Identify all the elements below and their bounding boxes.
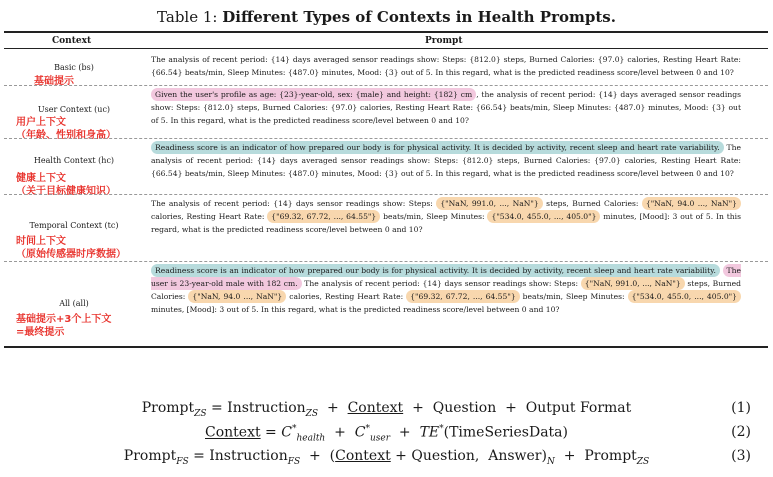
highlight-pink: The user is 23-year-old male with 182 cm. xyxy=(151,266,741,288)
highlight-green: Readiness score is an indicator of how prepared our body is for physical activity. It is decided by activity, recent sleep and heart rate variability. xyxy=(151,141,724,154)
prompt-text: steps, Burned Calories: xyxy=(151,279,741,301)
caption-title: Different Types of Contexts in Health Prompts. xyxy=(222,8,616,26)
highlight-green: Readiness score is an indicator of how prepared our body is for physical activity. It is decided by activity, recent sleep and heart rate variability. xyxy=(151,264,720,277)
equation-3-body: Prompt$_{FS}$ = Instruction$_{FS}$ + (Context + Question, $Answer)_N$ + Prompt$_{ZS}$ xyxy=(123,448,650,467)
prompt-text: The analysis of recent period: {14} days averaged sensor readings show: Steps: {812.0} steps, Burned Calories: {97.0} calories, Resting Heart Rate: {66.54} beats/min, Sleep Minutes: {487.0} minutes, Mood: {3} out of 5. In this regard, what is the predicted readiness score/level between 0 and 10? xyxy=(151,143,741,178)
prompt-text: The analysis of recent period: {14} days averaged sensor readings show: Steps: {812.0} steps, Burned Calories: {97.0} calories, Resting Heart Rate: {66.54} beats/min, Sleep Minutes: {487.0} minutes, Mood: {3} out of 5. In this regard, what is the predicted readiness score/level between 0 and 10? xyxy=(151,55,741,77)
prompt-text: steps, Burned Calories: xyxy=(542,199,642,208)
equation-2-number: (2) xyxy=(731,424,751,440)
note-line: 健康上下文 xyxy=(16,173,66,184)
prompt-user xyxy=(151,88,741,127)
table-caption xyxy=(0,8,773,26)
highlight-orange: {"69.32, 67.72, ..., 64.55"} xyxy=(267,210,380,223)
note-line: 用户上下文 xyxy=(16,117,66,128)
equation-1-number: (1) xyxy=(731,400,751,416)
prompt-health xyxy=(151,141,741,180)
prompt-basic xyxy=(151,53,741,79)
note-line: 时间上下文 xyxy=(16,236,66,247)
note-line: 基础提示 xyxy=(34,76,74,87)
equation-3-number: (3) xyxy=(731,448,751,464)
context-health: Health Context (hc) xyxy=(33,156,115,165)
bottom-rule xyxy=(4,346,768,348)
context-all: All (all) xyxy=(59,299,89,308)
top-rule xyxy=(4,31,768,33)
prompt-text: beats/min, Sleep Minutes: xyxy=(380,212,488,221)
prompt-text: calories, Resting Heart Rate: xyxy=(286,292,407,301)
note-all xyxy=(16,313,111,339)
note-line: （年龄、性别和身高） xyxy=(16,130,116,141)
context-user: User Context (uc) xyxy=(37,105,111,114)
highlight-pink: Given the user's profile as age: {23}-year-old, sex: {male} and height: {182} cm xyxy=(151,88,476,101)
caption-prefix: Table 1: xyxy=(157,8,223,26)
row-divider xyxy=(4,138,768,139)
header-rule xyxy=(4,48,768,49)
header-context: Context xyxy=(52,36,92,46)
highlight-orange: {"69.32, 67.72, ..., 64.55"} xyxy=(406,290,519,303)
prompt-text: The analysis of recent period: {14} days sensor readings show: Steps: xyxy=(151,199,437,208)
row-divider xyxy=(4,261,768,262)
highlight-orange: {"NaN, 991.0, ..., NaN"} xyxy=(436,197,542,210)
prompt-text: beats/min, Sleep Minutes: xyxy=(519,292,628,301)
prompt-text: calories, Resting Heart Rate: xyxy=(151,212,268,221)
highlight-orange: {"NaN, 94.0 ..., NaN"} xyxy=(642,197,741,210)
equation-2-body: Context = $C^*_{health} + C^*_{user}$ + TE*(TimeSeriesData) xyxy=(205,424,568,444)
prompt-text: minutes, [Mood]: 3 out of 5. In this regard, what is the predicted readiness score/level between 0 and 10? xyxy=(151,212,741,234)
highlight-orange: {"NaN, 991.0, ..., NaN"} xyxy=(581,277,685,290)
prompt-text: , the analysis of recent period: {14} days averaged sensor readings show: Steps: {812.0} steps, Burned Calories: {97.0} calories, Resting Heart Rate: {66.54} beats/min, Sleep Minutes: {487.0} minutes, Mood: {3} out of 5. In this regard, what is the predicted readiness score/level between 0 and 10? xyxy=(151,90,741,125)
prompt-text: The analysis of recent period: {14} days sensor readings show: Steps: xyxy=(301,279,581,288)
note-temporal xyxy=(16,235,126,261)
row-divider xyxy=(4,194,768,195)
note-line: （原始传感器时序数据） xyxy=(16,249,126,260)
prompt-all xyxy=(151,264,741,316)
highlight-orange: {"534.0, 455.0, ..., 405.0"} xyxy=(628,290,741,303)
highlight-orange: {"NaN, 94.0 ..., NaN"} xyxy=(188,290,286,303)
context-temporal: Temporal Context (tc) xyxy=(29,221,119,230)
highlight-orange: {"534.0, 455.0, ..., 405.0"} xyxy=(487,210,600,223)
note-line: 基础提示+3个上下文 xyxy=(16,314,112,325)
note-line: （关于目标健康知识） xyxy=(16,186,116,197)
row-divider xyxy=(4,85,768,86)
prompt-text: minutes, [Mood]: 3 out of 5. In this regard, what is the predicted readiness score/level between 0 and 10? xyxy=(151,305,560,314)
prompt-temporal xyxy=(151,197,741,236)
context-basic: Basic (bs) xyxy=(54,63,94,72)
note-basic xyxy=(34,75,74,88)
note-line: =最终提示 xyxy=(16,327,65,338)
equation-1-body: Prompt$_{ZS}$ = Instruction$_{ZS}$ + Context + Question + Output Format xyxy=(141,400,632,419)
header-prompt: Prompt xyxy=(425,36,463,46)
